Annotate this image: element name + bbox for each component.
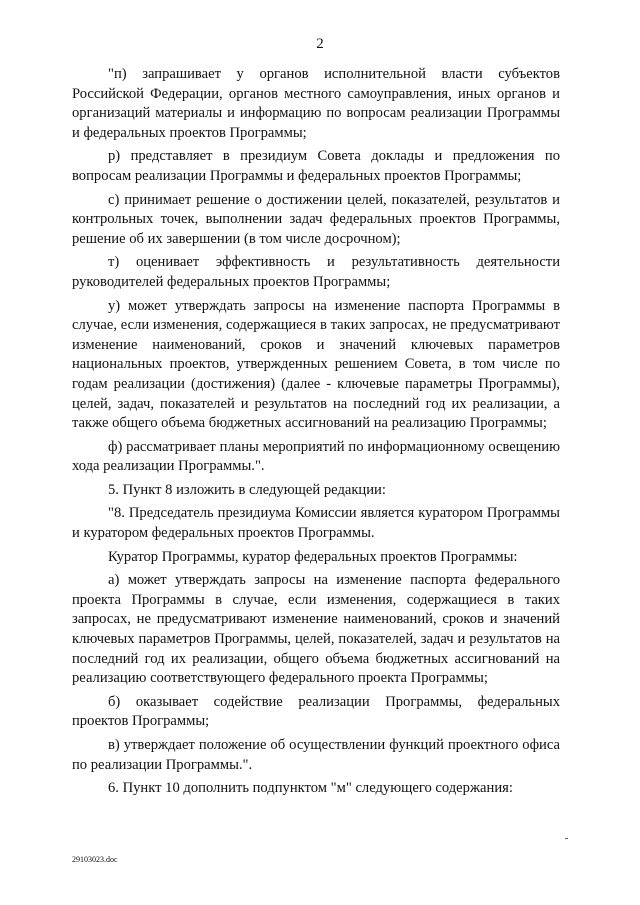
paragraph-item-6: 6. Пункт 10 дополнить подпунктом "м" следующего содержания: xyxy=(108,780,513,797)
paragraph-r: р) представляет в президиум Совета доклады и предложения по вопросам реализации Программы и федеральных проектов Программы; xyxy=(72,148,560,184)
paragraph-curator: Куратор Программы, куратор федеральных проектов Программы: xyxy=(108,548,518,565)
paragraph-v: в) утверждает положение об осуществлении функций проектного офиса по реализации Программы.". xyxy=(72,737,560,773)
paragraph-s: с) принимает решение о достижении целей, показателей, результатов и контрольных точек, выполнении задач федеральных проектов Программы, решение об их завершении (в том числе досрочном); xyxy=(72,191,560,247)
paragraph-f: ф) рассматривает планы мероприятий по информационному освещению хода реализации Программы.". xyxy=(72,438,560,475)
paragraph-a: а) может утверждать запросы на изменение паспорта федерального проекта Программы в случае, если изменения, содержащиеся в таких запросах, не предусматривают изменение наименований, сроков и значений ключевых параметров Программы, целей, показателей, задач и результатов на последний год их реализации, общего объема бюджетных ассигнований на реализацию соответствующего федерального проекта Программы; xyxy=(72,572,560,687)
paragraph-item-8: "8. Председатель президиума Комиссии является куратором Программы и куратором федеральных проектов Программы. xyxy=(72,505,560,542)
document-body xyxy=(72,65,560,799)
footer-filename: 29103023.doc xyxy=(72,855,118,864)
paragraph-item-5: 5. Пункт 8 изложить в следующей редакции: xyxy=(108,481,386,498)
paragraph-t: т) оценивает эффективность и результативность деятельности руководителей федеральных проектов Программы; xyxy=(72,254,560,290)
paragraph-u: у) может утверждать запросы на изменение паспорта Программы в случае, если изменения, содержащиеся в таких запросах, не предусматривают изменение наименований, сроков и значений ключевых параметров национальных проектов, утвержденных решением Совета, в том числе по годам реализации (достижения) (далее - ключевые параметры Программы), целей, задач, показателей и результатов на последний год их реализации, а также общего объема бюджетных ассигнований на реализацию Программы; xyxy=(72,297,560,432)
paragraph-b: б) оказывает содействие реализации Программы, федеральных проектов Программы; xyxy=(72,693,560,730)
page-number: 2 xyxy=(316,36,324,52)
paragraph-p: "п) запрашивает у органов исполнительной власти субъектов Российской Федерации, органов местного самоуправления, иных органов и организаций материалы и информацию по вопросам реализации Программы и федеральных проектов Программы; xyxy=(72,66,560,141)
scan-mark xyxy=(565,838,568,839)
